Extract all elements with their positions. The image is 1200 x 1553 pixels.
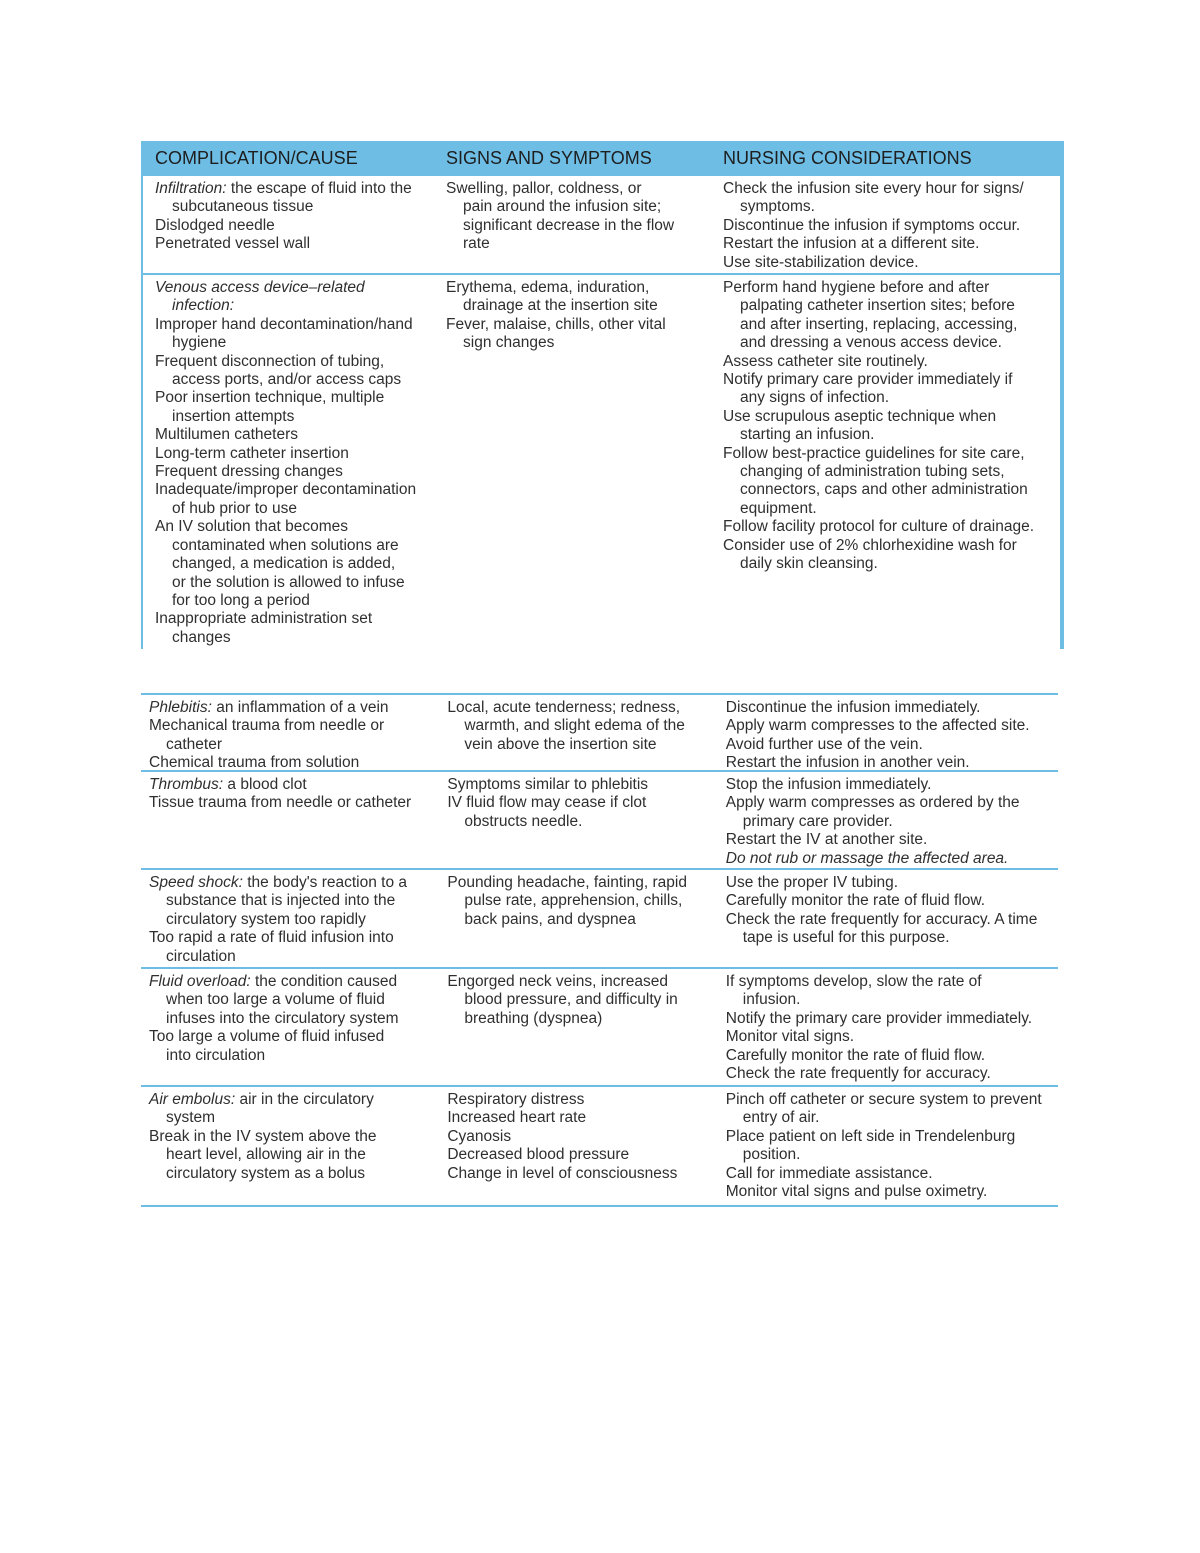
line-text: Inadequate/improper decontamination bbox=[155, 481, 417, 499]
cell-line bbox=[155, 463, 434, 481]
table-body-top bbox=[143, 176, 1060, 649]
nursing-cell bbox=[714, 969, 1058, 1085]
cell-line bbox=[446, 297, 711, 315]
table-row bbox=[141, 870, 1058, 969]
cell-line bbox=[447, 1165, 713, 1183]
line-text: Fever, malaise, chills, other vital bbox=[446, 315, 666, 333]
cell-line bbox=[155, 518, 434, 536]
cell-line bbox=[155, 217, 434, 235]
cell-line bbox=[447, 717, 713, 735]
complication-cell bbox=[141, 772, 435, 868]
cell-line bbox=[447, 1010, 713, 1028]
line-text: infuses into the circulatory system bbox=[166, 1009, 399, 1027]
cell-line bbox=[723, 180, 1056, 198]
line-text: Place patient on left side in Trendelenburg bbox=[725, 1127, 1016, 1145]
line-text: Swelling, pallor, coldness, or bbox=[446, 180, 642, 197]
term-emphasis: Air embolus: bbox=[149, 1091, 236, 1108]
cell-line bbox=[149, 736, 435, 754]
line-text: Long-term catheter insertion bbox=[155, 444, 349, 462]
line-text: Assess catheter site routinely. bbox=[723, 352, 928, 370]
cell-line bbox=[726, 1183, 1058, 1201]
cell-line bbox=[726, 754, 1058, 772]
line-text: Monitor vital signs and pulse oximetry. bbox=[725, 1183, 988, 1201]
line-text: connectors, caps and other administration bbox=[740, 481, 1028, 499]
line-text: position. bbox=[742, 1146, 801, 1164]
header-signs-symptoms: SIGNS AND SYMPTOMS bbox=[446, 148, 652, 168]
line-text: circulatory system as a bolus bbox=[166, 1164, 365, 1182]
line-text: access ports, and/or access caps bbox=[172, 371, 402, 389]
cell-line bbox=[726, 794, 1058, 812]
cell-line bbox=[155, 180, 434, 198]
cell-line bbox=[723, 279, 1056, 297]
line-text: Notify the primary care provider immediately. bbox=[725, 1009, 1033, 1027]
cell-line bbox=[726, 736, 1058, 754]
line-text: infusion. bbox=[742, 991, 801, 1009]
cell-line bbox=[149, 1010, 435, 1028]
line-text: Avoid further use of the vein. bbox=[725, 735, 923, 753]
line-text: insertion attempts bbox=[172, 407, 295, 425]
line-text: tape is useful for this purpose. bbox=[742, 929, 950, 947]
cell-line bbox=[155, 610, 434, 628]
line-text: blood pressure, and difficulty in bbox=[464, 991, 678, 1009]
line-text: Use site-stabilization device. bbox=[723, 253, 919, 271]
cell-line bbox=[726, 1128, 1058, 1146]
cell-line bbox=[155, 574, 434, 592]
line-text: heart level, allowing air in the bbox=[166, 1146, 366, 1164]
cell-line bbox=[155, 334, 434, 352]
line-text: starting an infusion. bbox=[740, 426, 875, 444]
line-text: Call for immediate assistance. bbox=[725, 1164, 933, 1182]
cell-line bbox=[155, 445, 434, 463]
cell-line bbox=[726, 1065, 1058, 1083]
cell-line bbox=[723, 316, 1056, 334]
nursing-cell bbox=[714, 772, 1058, 868]
cell-line bbox=[723, 254, 1056, 272]
cell-line bbox=[726, 776, 1058, 794]
cell-line bbox=[723, 389, 1056, 407]
line-text: substance that is injected into the bbox=[166, 892, 396, 910]
complication-cell bbox=[141, 870, 435, 967]
cell-line bbox=[447, 776, 713, 794]
cell-line bbox=[726, 1165, 1058, 1183]
complication-cell bbox=[141, 1087, 435, 1205]
line-text: Check the rate frequently for accuracy. A time bbox=[725, 910, 1038, 928]
cell-line bbox=[726, 874, 1058, 892]
line-text: entry of air. bbox=[742, 1109, 820, 1127]
line-text: Carefully monitor the rate of fluid flow. bbox=[725, 1046, 986, 1064]
cell-line bbox=[149, 929, 435, 947]
line-text: catheter bbox=[166, 735, 223, 753]
table-body-bottom bbox=[141, 693, 1058, 1207]
cell-line bbox=[447, 699, 713, 717]
line-text: If symptoms develop, slow the rate of bbox=[725, 973, 982, 990]
term-emphasis: Thrombus: bbox=[149, 776, 224, 793]
line-text: pain around the infusion site; bbox=[463, 198, 662, 216]
line-text: Notify primary care provider immediately if bbox=[723, 371, 1013, 389]
line-text: back pains, and dyspnea bbox=[464, 910, 636, 928]
line-text: and after inserting, replacing, accessing, bbox=[740, 315, 1018, 333]
line-text: Apply warm compresses as ordered by the bbox=[725, 794, 1020, 812]
cell-line bbox=[149, 1047, 435, 1065]
line-text: equipment. bbox=[740, 499, 817, 517]
line-text: subcutaneous tissue bbox=[172, 198, 314, 216]
line-text: Erythema, edema, induration, bbox=[446, 279, 650, 296]
line-text: Pounding headache, fainting, rapid bbox=[447, 874, 687, 891]
line-text: circulation bbox=[166, 947, 236, 965]
line-text: Restart the infusion in another vein. bbox=[725, 754, 970, 772]
line-text: any signs of infection. bbox=[740, 389, 890, 407]
cell-line bbox=[723, 198, 1056, 216]
cell-line bbox=[149, 948, 435, 966]
cell-line bbox=[155, 629, 434, 647]
signs-cell bbox=[435, 772, 713, 868]
cell-line bbox=[447, 1091, 713, 1109]
line-text: air in the circulatory bbox=[235, 1091, 374, 1108]
cell-line bbox=[155, 500, 434, 518]
line-text: Increased heart rate bbox=[447, 1109, 587, 1127]
signs-cell bbox=[434, 275, 711, 649]
cell-line bbox=[726, 929, 1058, 947]
term-emphasis: Speed shock: bbox=[149, 874, 243, 891]
cell-line bbox=[155, 198, 434, 216]
table-row bbox=[141, 1087, 1058, 1207]
cell-line bbox=[726, 1091, 1058, 1109]
line-text: Symptoms similar to phlebitis bbox=[447, 776, 649, 793]
cell-line bbox=[726, 892, 1058, 910]
cell-line bbox=[723, 500, 1056, 518]
table-row bbox=[141, 693, 1058, 772]
signs-cell bbox=[434, 176, 711, 273]
signs-cell bbox=[435, 870, 713, 967]
line-text: Check the infusion site every hour for signs/ bbox=[723, 180, 1024, 197]
table-row bbox=[141, 772, 1058, 870]
cell-line bbox=[149, 911, 435, 929]
line-text: the condition caused bbox=[250, 973, 398, 990]
cell-line bbox=[155, 426, 434, 444]
nursing-cell bbox=[714, 695, 1058, 770]
cell-line bbox=[149, 1091, 435, 1109]
table-header bbox=[143, 141, 1060, 176]
cell-line bbox=[155, 371, 434, 389]
cell-line bbox=[446, 334, 711, 352]
line-text: Improper hand decontamination/hand bbox=[155, 315, 413, 333]
line-text: of hub prior to use bbox=[172, 499, 297, 517]
line-text: significant decrease in the flow bbox=[463, 216, 675, 234]
line-text: into circulation bbox=[166, 1046, 266, 1064]
cell-line bbox=[447, 892, 713, 910]
cell-line bbox=[149, 892, 435, 910]
line-text: Monitor vital signs. bbox=[725, 1028, 855, 1046]
cell-line bbox=[723, 408, 1056, 426]
cell-line bbox=[446, 217, 711, 235]
cell-line bbox=[446, 198, 711, 216]
cell-line bbox=[149, 1109, 435, 1127]
line-text: Dislodged needle bbox=[155, 216, 275, 234]
term-emphasis: infection: bbox=[172, 297, 235, 315]
complication-cell bbox=[143, 176, 434, 273]
line-text: Frequent dressing changes bbox=[155, 463, 343, 481]
line-text: primary care provider. bbox=[742, 812, 893, 830]
line-text: breathing (dyspnea) bbox=[464, 1009, 603, 1027]
cell-line bbox=[149, 794, 435, 812]
line-text: Discontinue the infusion immediately. bbox=[725, 699, 981, 716]
cell-line bbox=[155, 297, 434, 315]
line-text: changes bbox=[172, 628, 231, 646]
line-text: Tissue trauma from needle or catheter bbox=[149, 794, 412, 812]
line-text: when too large a volume of fluid bbox=[166, 991, 385, 1009]
line-text: Check the rate frequently for accuracy. bbox=[725, 1065, 991, 1083]
cell-line bbox=[149, 776, 435, 794]
cell-line bbox=[723, 426, 1056, 444]
cell-line bbox=[155, 235, 434, 253]
line-text: Local, acute tenderness; redness, bbox=[447, 699, 681, 716]
line-text: Follow best-practice guidelines for site care, bbox=[723, 444, 1025, 462]
line-text: a blood clot bbox=[223, 776, 307, 793]
line-text: and dressing a venous access device. bbox=[740, 334, 1002, 352]
nursing-cell bbox=[711, 176, 1056, 273]
line-text: Poor insertion technique, multiple bbox=[155, 389, 385, 407]
table-row bbox=[143, 176, 1060, 275]
line-text: An IV solution that becomes bbox=[155, 518, 349, 536]
line-text: obstructs needle. bbox=[464, 812, 583, 830]
line-text: vein above the insertion site bbox=[464, 735, 657, 753]
cell-line bbox=[149, 699, 435, 717]
line-text: Too rapid a rate of fluid infusion into bbox=[149, 929, 394, 947]
line-text: Use scrupulous aseptic technique when bbox=[723, 407, 997, 425]
cell-line bbox=[155, 279, 434, 297]
line-text: IV fluid flow may cease if clot bbox=[447, 794, 647, 812]
cell-line bbox=[723, 518, 1056, 536]
cell-line bbox=[155, 481, 434, 499]
line-text: the escape of fluid into the bbox=[226, 180, 412, 197]
line-text: contaminated when solutions are bbox=[172, 536, 399, 554]
cell-line bbox=[723, 445, 1056, 463]
nursing-cell bbox=[714, 870, 1058, 967]
cell-line bbox=[447, 794, 713, 812]
complication-cell bbox=[141, 969, 435, 1085]
line-text: Discontinue the infusion if symptoms occur. bbox=[723, 216, 1021, 234]
cell-line bbox=[726, 1010, 1058, 1028]
table-row bbox=[143, 275, 1060, 649]
line-text: symptoms. bbox=[740, 198, 815, 216]
cell-line bbox=[447, 813, 713, 831]
term-emphasis: Venous access device–related bbox=[155, 279, 365, 296]
cell-line bbox=[446, 235, 711, 253]
cell-line bbox=[149, 874, 435, 892]
line-text: Mechanical trauma from needle or bbox=[149, 717, 385, 735]
line-text: an inflammation of a vein bbox=[211, 699, 389, 716]
cell-line bbox=[726, 973, 1058, 991]
line-text: sign changes bbox=[463, 334, 555, 352]
cell-line bbox=[155, 408, 434, 426]
cell-line bbox=[447, 874, 713, 892]
cell-line bbox=[149, 1165, 435, 1183]
line-text: daily skin cleansing. bbox=[740, 555, 878, 573]
cell-line bbox=[447, 1146, 713, 1164]
cell-line bbox=[726, 1047, 1058, 1065]
line-text: drainage at the insertion site bbox=[463, 297, 658, 315]
cell-line bbox=[149, 717, 435, 735]
cell-line bbox=[726, 850, 1058, 868]
line-text: or the solution is allowed to infuse bbox=[172, 573, 405, 591]
cell-line bbox=[155, 316, 434, 334]
cell-line bbox=[155, 555, 434, 573]
cell-line bbox=[723, 235, 1056, 253]
line-text: palpating catheter insertion sites; before bbox=[740, 297, 1015, 315]
cell-line bbox=[155, 353, 434, 371]
cell-line bbox=[149, 991, 435, 1009]
term-emphasis: Infiltration: bbox=[155, 180, 227, 197]
cell-line bbox=[447, 973, 713, 991]
line-text: circulatory system too rapidly bbox=[166, 910, 366, 928]
line-text: Restart the IV at another site. bbox=[725, 831, 928, 849]
signs-cell bbox=[435, 969, 713, 1085]
cell-line bbox=[723, 537, 1056, 555]
line-text: Pinch off catheter or secure system to prevent bbox=[725, 1091, 1042, 1108]
cell-line bbox=[446, 279, 711, 297]
line-text: Use the proper IV tubing. bbox=[725, 874, 899, 891]
header-complication-cause: COMPLICATION/CAUSE bbox=[155, 148, 358, 168]
cell-line bbox=[155, 592, 434, 610]
cell-line bbox=[723, 217, 1056, 235]
cell-line bbox=[726, 911, 1058, 929]
cell-line bbox=[723, 481, 1056, 499]
cell-line bbox=[447, 911, 713, 929]
line-text: Restart the infusion at a different site. bbox=[723, 235, 980, 253]
signs-cell bbox=[435, 695, 713, 770]
line-text: Chemical trauma from solution bbox=[149, 754, 360, 772]
line-text: Cyanosis bbox=[447, 1127, 512, 1145]
cell-line bbox=[723, 334, 1056, 352]
cell-line bbox=[149, 1146, 435, 1164]
line-text: Frequent disconnection of tubing, bbox=[155, 352, 385, 370]
line-text: Inappropriate administration set bbox=[155, 610, 373, 628]
cell-line bbox=[149, 973, 435, 991]
line-text: Break in the IV system above the bbox=[149, 1127, 377, 1145]
cell-line bbox=[447, 991, 713, 1009]
cell-line bbox=[726, 991, 1058, 1009]
term-emphasis: Do not rub or massage the affected area. bbox=[725, 849, 1009, 867]
cell-line bbox=[723, 371, 1056, 389]
cell-line bbox=[723, 463, 1056, 481]
cell-line bbox=[149, 1028, 435, 1046]
cell-line bbox=[726, 1028, 1058, 1046]
line-text: Apply warm compresses to the affected site. bbox=[725, 717, 1030, 735]
term-emphasis: Phlebitis: bbox=[149, 699, 212, 716]
cell-line bbox=[446, 180, 711, 198]
cell-line bbox=[155, 537, 434, 555]
line-text: Too large a volume of fluid infused bbox=[149, 1028, 385, 1046]
line-text: changed, a medication is added, bbox=[172, 555, 396, 573]
cell-line bbox=[723, 353, 1056, 371]
complication-cell bbox=[141, 695, 435, 770]
line-text: warmth, and slight edema of the bbox=[464, 717, 685, 735]
line-text: Carefully monitor the rate of fluid flow. bbox=[725, 892, 986, 910]
line-text: Change in level of consciousness bbox=[447, 1164, 678, 1182]
line-text: system bbox=[166, 1109, 216, 1127]
nursing-cell bbox=[711, 275, 1056, 649]
line-text: the body's reaction to a bbox=[242, 874, 408, 891]
cell-line bbox=[723, 297, 1056, 315]
line-text: changing of administration tubing sets, bbox=[740, 463, 1005, 481]
complications-table-top bbox=[141, 141, 1064, 649]
line-text: hygiene bbox=[172, 334, 227, 352]
line-text: Penetrated vessel wall bbox=[155, 235, 311, 253]
cell-line bbox=[726, 699, 1058, 717]
line-text: rate bbox=[463, 235, 490, 253]
line-text: Multilumen catheters bbox=[155, 426, 299, 444]
term-emphasis: Fluid overload: bbox=[149, 973, 251, 990]
cell-line bbox=[149, 754, 435, 772]
cell-line bbox=[447, 1109, 713, 1127]
cell-line bbox=[723, 555, 1056, 573]
line-text: Respiratory distress bbox=[447, 1091, 585, 1108]
cell-line bbox=[447, 1128, 713, 1146]
line-text: for too long a period bbox=[172, 591, 310, 609]
cell-line bbox=[726, 831, 1058, 849]
line-text: Perform hand hygiene before and after bbox=[723, 279, 990, 296]
cell-line bbox=[726, 1109, 1058, 1127]
cell-line bbox=[447, 736, 713, 754]
line-text: Consider use of 2% chlorhexidine wash for bbox=[723, 536, 1017, 554]
cell-line bbox=[155, 389, 434, 407]
line-text: Stop the infusion immediately. bbox=[725, 776, 932, 793]
line-text: Decreased blood pressure bbox=[447, 1146, 630, 1164]
line-text: Follow facility protocol for culture of drainage. bbox=[723, 518, 1035, 536]
cell-line bbox=[726, 717, 1058, 735]
signs-cell bbox=[435, 1087, 713, 1205]
cell-line bbox=[726, 1146, 1058, 1164]
complications-table-bottom bbox=[141, 693, 1058, 1207]
cell-line bbox=[446, 316, 711, 334]
line-text: pulse rate, apprehension, chills, bbox=[464, 892, 683, 910]
cell-line bbox=[726, 813, 1058, 831]
header-nursing-considerations: NURSING CONSIDERATIONS bbox=[723, 148, 972, 168]
cell-line bbox=[149, 1128, 435, 1146]
table-row bbox=[141, 969, 1058, 1087]
complication-cell bbox=[143, 275, 434, 649]
nursing-cell bbox=[714, 1087, 1058, 1205]
line-text: Engorged neck veins, increased bbox=[447, 973, 668, 990]
